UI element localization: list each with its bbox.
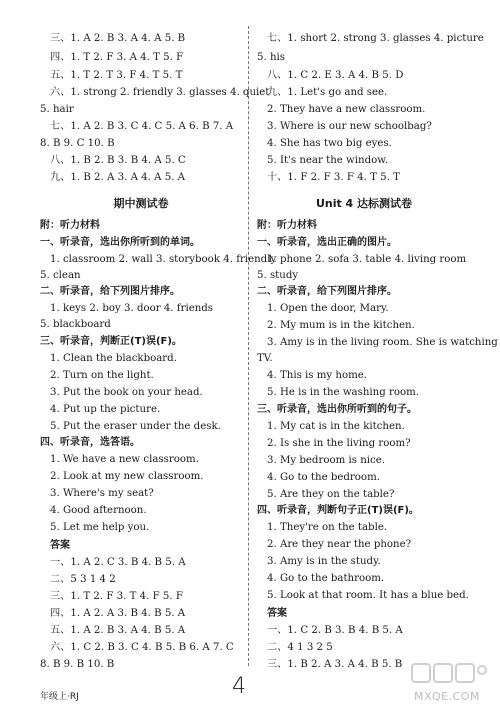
answer-line: 八、1. B 2. B 3. B 4. A 5. C (50, 155, 186, 166)
answer-line: 十、1. F 2. F 3. F 4. T 5. T (267, 172, 400, 183)
answer-line: 六、1. strong 2. friendly 3. glasses 4. quiet (50, 87, 270, 98)
answer-line: 5. It's near the window. (267, 155, 388, 166)
answer-line: 三、1. T 2. F 3. T 4. F 5. F (50, 591, 183, 602)
page-number: 4 (232, 674, 246, 699)
answer-line: 四、1. T 2. F 3. A 4. T 5. F (50, 52, 184, 63)
answer-line: 5. his (257, 52, 286, 63)
answer-line: 二、5 3 1 4 2 (50, 574, 116, 585)
answer-line: 二、4 1 3 2 5 (267, 642, 333, 653)
section-heading: 一、听录音，选出你所听到的单词。 (40, 237, 200, 248)
text-line: 3. Where's my seat? (50, 488, 154, 499)
text-line: 4. This is my home. (267, 370, 368, 381)
text-line: 1. My cat is in the kitchen. (267, 421, 405, 432)
text-line: 1. keys 2. boy 3. door 4. friends (50, 303, 214, 314)
answer-line: 三、1. A 2. B 3. A 4. A 5. B (50, 33, 186, 44)
footer-label: 年级上·RJ (40, 692, 79, 702)
text-line: 3. Amy is in the living room. She is watching (267, 337, 498, 348)
answer-line: 八、1. C 2. E 3. A 4. B 5. D (267, 70, 404, 81)
answer-line: 8. B 9. B 10. B (40, 659, 115, 670)
text-line: 1. We have a new classroom. (50, 454, 199, 465)
answer-line: 3. Where is our new schoolbag? (267, 121, 432, 132)
section-title: 期中测试卷 (113, 197, 169, 210)
text-line: 5. He is in the washing room. (267, 387, 420, 398)
column-divider (248, 26, 249, 666)
text-line: 1. Clean the blackboard. (50, 353, 177, 364)
text-line: 1. phone 2. sofa 3. table 4. living room (267, 254, 467, 265)
text-line: 3. My bedroom is nice. (267, 455, 386, 466)
text-line: 4. Go to the bathroom. (267, 573, 385, 584)
answer-line: 三、1. B 2. A 3. A 4. B 5. B (267, 659, 403, 670)
listening-label: 附：听力材料 (40, 220, 100, 231)
section-heading: 三、听录音，选出你所听到的句子。 (257, 404, 417, 415)
answer-line: 8. B 9. C 10. B (40, 138, 115, 149)
text-line: 2. My mum is in the kitchen. (267, 320, 415, 331)
text-line: 3. Put the book on your head. (50, 387, 203, 398)
answers-label: 答案 (50, 540, 70, 551)
answer-line: 一、1. C 2. B 3. B 4. B 5. A (267, 625, 403, 636)
text-line: 4. Go to the bedroom. (267, 472, 380, 483)
section-heading: 四、听录音，判断句子正(T)误(F)。 (257, 505, 419, 516)
text-line: 4. Put up the picture. (50, 404, 161, 415)
text-line: TV. (257, 353, 273, 364)
answer-line: 五、1. A 2. B 3. A 4. B 5. A (50, 625, 186, 636)
text-line: 5. Let me help you. (50, 522, 150, 533)
text-line: 2. Are they near the phone? (267, 539, 412, 550)
listening-label: 附：听力材料 (257, 220, 317, 231)
answer-line: 九、1. Let's go and see. (267, 87, 388, 98)
text-line: 5. Put the eraser under the desk. (50, 421, 221, 432)
answer-line: 2. They have a new classroom. (267, 104, 426, 115)
text-line: 2. Turn on the light. (50, 370, 154, 381)
text-line: 4. Good afternoon. (50, 505, 147, 516)
text-line: 1. Open the door, Mary. (267, 303, 389, 314)
answer-line: 一、1. A 2. C 3. B 4. B 5. A (50, 557, 186, 568)
text-line: 1. They're on the table. (267, 522, 388, 533)
section-title: Unit 4 达标测试卷 (315, 197, 413, 210)
answer-line: 七、1. A 2. B 3. C 4. C 5. A 6. B 7. A (50, 121, 234, 132)
text-line: 5. study (257, 270, 299, 281)
answer-line: 五、1. T 2. T 3. F 4. T 5. T (50, 70, 183, 81)
answer-line: 四、1. A 2. A 3. B 4. B 5. A (50, 608, 186, 619)
section-heading: 二、听录音，给下列图片排序。 (257, 286, 397, 297)
text-line: 5. Look at that room. It has a blue bed. (267, 590, 469, 601)
text-line: 5. blackboard (40, 319, 111, 330)
text-line: 2. Is she in the living room? (267, 438, 411, 449)
answer-line: 九、1. B 2. A 3. A 4. A 5. A (50, 172, 186, 183)
text-line: 1. classroom 2. wall 3. storybook 4. friendly (50, 254, 277, 265)
watermark-text: MXQE.COM (414, 690, 480, 703)
answer-line: 5. hair (40, 104, 74, 115)
section-heading: 四、听录音，选答语。 (40, 437, 140, 448)
answer-line: 六、1. C 2. B 3. C 4. B 5. B 6. A 7. C (50, 642, 234, 653)
section-heading: 二、听录音，给下列图片排序。 (40, 286, 180, 297)
text-line: 5. clean (40, 270, 81, 281)
section-heading: 一、听录音，选出正确的图片。 (257, 237, 397, 248)
text-line: 5. Are they on the table? (267, 489, 395, 500)
text-line: 2. Look at my new classroom. (50, 471, 204, 482)
answer-line: 七、1. short 2. strong 3. glasses 4. picture (267, 33, 484, 44)
section-heading: 三、听录音，判断正(T)误(F)。 (40, 336, 182, 347)
answer-line: 4. She has two big eyes. (267, 138, 392, 149)
answers-label: 答案 (267, 608, 287, 619)
text-line: 3. Amy is in the study. (267, 556, 381, 567)
